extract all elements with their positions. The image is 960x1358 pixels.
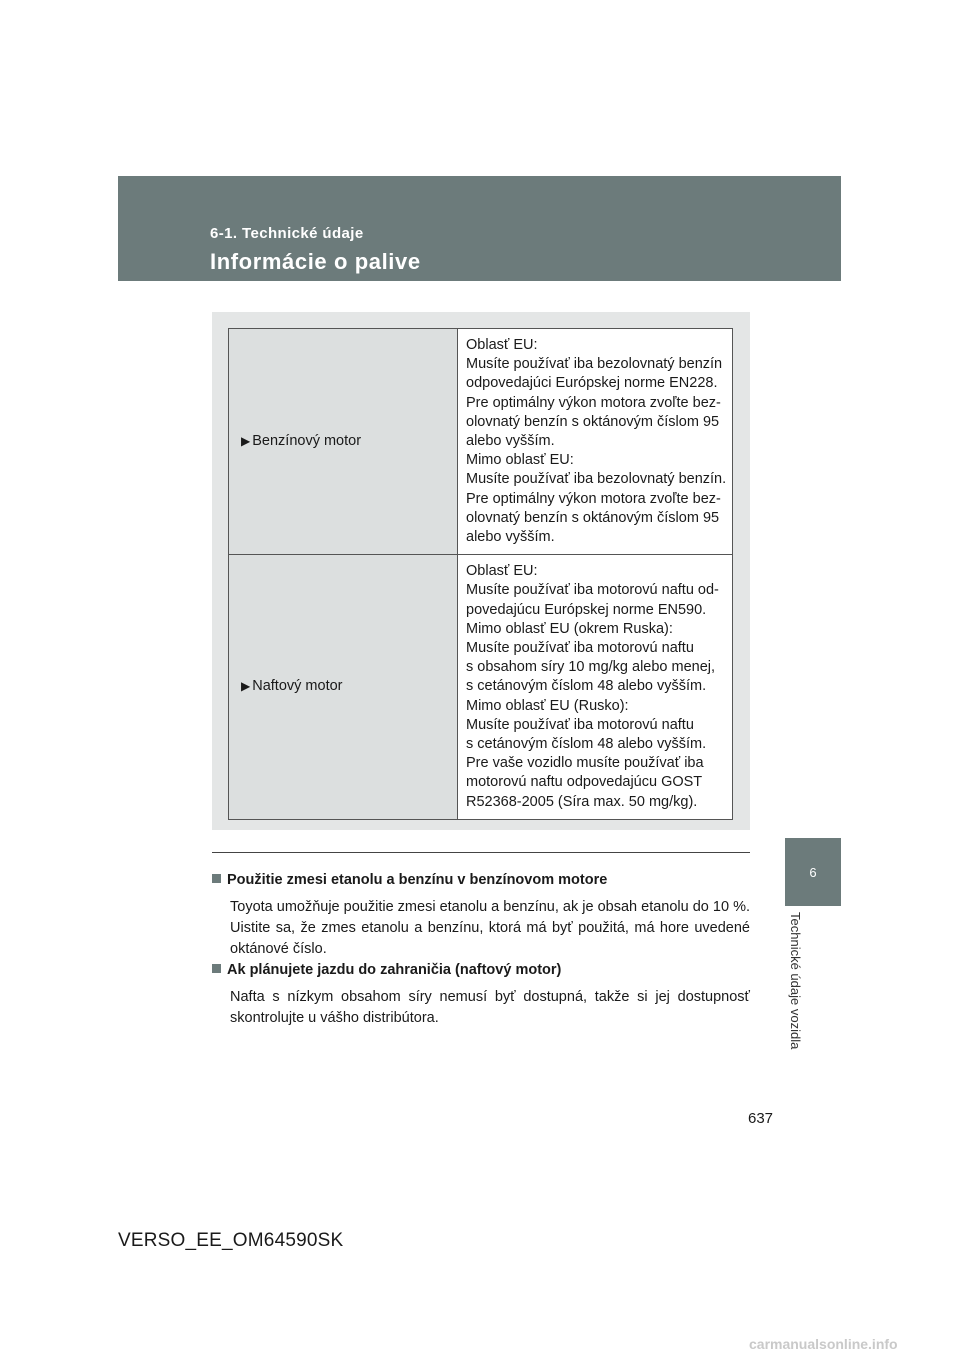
requirement-line: Musíte používať iba bezolovnatý benzín [466,356,723,373]
table-row [229,329,733,555]
requirement-line: Mimo oblasť EU (Rusko): [466,697,629,714]
section-label: 6-1. Technické údaje [210,225,364,242]
section-divider [212,852,750,853]
watermark: carmanualsonline.info [749,1336,898,1352]
arrow-right-icon: ▶ [241,434,251,449]
requirement-line: Musíte používať iba motorovú naftu [466,716,694,733]
note-body: Nafta s nízkym obsahom síry nemusí byť dostupná, takže si jej dostupnosť skontrolujte u vášho distribútora. [230,989,750,1026]
note-heading-text: Ak plánujete jazdu do zahraničia (naftový motor) [227,962,562,978]
engine-type-label: Benzínový motor [252,433,362,450]
engine-type-cell [229,555,458,820]
square-bullet-icon [212,874,221,883]
requirement-line: Pre optimálny výkon motora zvoľte bez- [466,490,721,507]
requirement-line: Oblasť EU: [466,337,538,353]
fuel-table [228,328,733,820]
header-band [118,176,841,281]
requirement-line: s cetánovým číslom 48 alebo vyšším. [466,678,707,695]
chapter-number: 6 [809,864,817,880]
note-heading [212,960,750,981]
note-heading-text: Použitie zmesi etanolu a benzínu v benzínovom motore [227,872,608,888]
document-code: VERSO_EE_OM64590SK [118,1230,344,1251]
page-number: 637 [748,1110,774,1127]
requirement-line: olovnatý benzín s oktánovým číslom 95 [466,413,720,430]
requirement-line: alebo vyšším. [466,529,555,546]
requirement-line: odpovedajúci Európskej norme EN228. [466,375,718,392]
requirement-line: Mimo oblasť EU (okrem Ruska): [466,620,673,637]
note-abroad [212,960,750,1029]
requirement-line: Musíte používať iba motorovú naftu [466,640,694,657]
requirement-line: Pre optimálny výkon motora zvoľte bez- [466,394,721,411]
requirement-line: povedajúcu Európskej norme EN590. [466,601,707,618]
requirement-line: s cetánovým číslom 48 alebo vyšším. [466,736,707,753]
requirement-line: alebo vyšším. [466,433,555,450]
arrow-right-icon: ▶ [241,679,251,694]
note-ethanol [212,870,750,960]
requirement-line: Mimo oblasť EU: [466,452,574,469]
requirement-line: Musíte používať iba bezolovnatý benzín. [466,471,727,488]
requirement-line: olovnatý benzín s oktánovým číslom 95 [466,509,720,526]
requirement-line: R52368-2005 (Síra max. 50 mg/kg). [466,793,698,810]
fuel-requirement-cell [458,329,733,555]
requirement-line: Oblasť EU: [466,563,538,580]
note-heading [212,870,750,891]
chapter-label [785,912,801,1072]
fuel-requirement-cell [458,555,733,820]
note-body: Toyota umožňuje použitie zmesi etanolu a benzínu, ak je obsah etanolu do 10 %. Uistite sa, že zmes etanolu a benzínu, ktorá má byť použitá, má hore uvedené oktánové číslo. [230,899,750,957]
requirement-line: Musíte používať iba motorovú naftu od- [466,582,719,599]
chapter-label-text: Technické údaje vozidla [788,912,803,1050]
requirement-line: s obsahom síry 10 mg/kg alebo menej, [466,659,716,676]
table-row [229,555,733,820]
requirement-line: motorovú naftu odpovedajúcu GOST [466,774,703,791]
square-bullet-icon [212,964,221,973]
engine-type-cell [229,329,458,555]
chapter-tab[interactable] [785,838,841,906]
page-title: Informácie o palive [210,249,421,274]
fuel-table-panel [212,312,750,830]
requirement-line: Pre vaše vozidlo musíte používať iba [466,755,704,772]
engine-type-label: Naftový motor [252,678,343,695]
